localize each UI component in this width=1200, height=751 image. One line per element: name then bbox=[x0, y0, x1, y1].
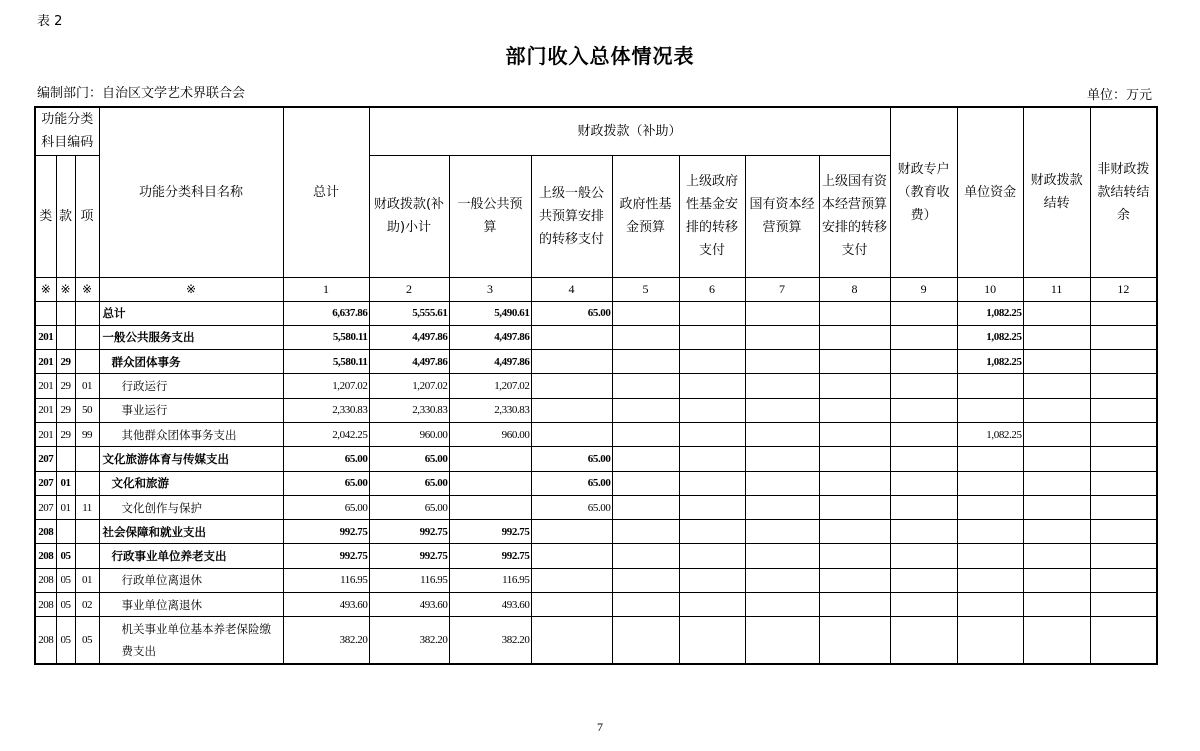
cell-nonfiscal-carryover bbox=[1090, 617, 1157, 664]
header-fiscal-group: 财政拨款（补助） bbox=[369, 107, 890, 155]
cell-state-capital bbox=[745, 374, 819, 398]
cell-upper-state-capital bbox=[819, 593, 890, 617]
code-lei: 208 bbox=[35, 617, 56, 664]
code-lei: 207 bbox=[35, 447, 56, 471]
item-name: 总计 bbox=[99, 301, 283, 325]
cell-total: 493.60 bbox=[283, 593, 369, 617]
column-number-row bbox=[35, 277, 1157, 301]
cell-nonfiscal-carryover bbox=[1090, 495, 1157, 519]
code-xiang: 02 bbox=[75, 593, 99, 617]
code-lei: 208 bbox=[35, 568, 56, 592]
cell-upper-gov-fund bbox=[679, 447, 745, 471]
table-row bbox=[35, 593, 1157, 617]
cell-general-budget: 493.60 bbox=[449, 593, 531, 617]
cell-upper-gov-fund bbox=[679, 568, 745, 592]
code-lei bbox=[35, 301, 56, 325]
cell-upper-state-capital bbox=[819, 398, 890, 422]
item-name: 其他群众团体事务支出 bbox=[99, 422, 283, 446]
cell-upper-state-capital bbox=[819, 301, 890, 325]
table-row bbox=[35, 301, 1157, 325]
cell-upper-general bbox=[531, 544, 612, 568]
cell-upper-state-capital bbox=[819, 568, 890, 592]
code-kuan bbox=[56, 325, 75, 349]
cell-upper-state-capital bbox=[819, 471, 890, 495]
cell-unit-fund: 1,082.25 bbox=[957, 301, 1023, 325]
item-name: 机关事业单位基本养老保险缴费支出 bbox=[99, 617, 283, 664]
cell-total: 2,042.25 bbox=[283, 422, 369, 446]
cell-general-budget: 992.75 bbox=[449, 544, 531, 568]
table-row bbox=[35, 350, 1157, 374]
cell-state-capital bbox=[745, 520, 819, 544]
code-xiang bbox=[75, 520, 99, 544]
cell-upper-gov-fund bbox=[679, 301, 745, 325]
cell-state-capital bbox=[745, 301, 819, 325]
code-lei: 201 bbox=[35, 325, 56, 349]
cell-upper-gov-fund bbox=[679, 422, 745, 446]
cell-edu-fee bbox=[890, 422, 957, 446]
code-kuan: 29 bbox=[56, 398, 75, 422]
cell-gov-fund bbox=[612, 495, 679, 519]
cell-fiscal-carryover bbox=[1023, 350, 1090, 374]
cell-edu-fee bbox=[890, 617, 957, 664]
table-row bbox=[35, 495, 1157, 519]
cell-unit-fund bbox=[957, 471, 1023, 495]
header-fiscal-carryover: 财政拨款结转 bbox=[1023, 107, 1090, 277]
code-lei: 208 bbox=[35, 520, 56, 544]
cell-unit-fund: 1,082.25 bbox=[957, 422, 1023, 446]
cell-fiscal-carryover bbox=[1023, 568, 1090, 592]
cell-unit-fund bbox=[957, 568, 1023, 592]
code-kuan: 01 bbox=[56, 471, 75, 495]
cell-fiscal-subtotal: 5,555.61 bbox=[369, 301, 449, 325]
cell-state-capital bbox=[745, 447, 819, 471]
cell-upper-general bbox=[531, 617, 612, 664]
cell-gov-fund bbox=[612, 520, 679, 544]
cell-edu-fee bbox=[890, 471, 957, 495]
cell-gov-fund bbox=[612, 350, 679, 374]
cell-unit-fund bbox=[957, 593, 1023, 617]
col-num: 1 bbox=[283, 277, 369, 301]
header-kuan: 款 bbox=[56, 155, 75, 277]
cell-unit-fund bbox=[957, 398, 1023, 422]
cell-fiscal-carryover bbox=[1023, 374, 1090, 398]
cell-total: 65.00 bbox=[283, 447, 369, 471]
cell-fiscal-subtotal: 65.00 bbox=[369, 495, 449, 519]
cell-unit-fund bbox=[957, 544, 1023, 568]
code-xiang: 05 bbox=[75, 617, 99, 664]
cell-edu-fee bbox=[890, 544, 957, 568]
cell-upper-gov-fund bbox=[679, 325, 745, 349]
code-kuan: 29 bbox=[56, 374, 75, 398]
cell-upper-gov-fund bbox=[679, 398, 745, 422]
cell-upper-general: 65.00 bbox=[531, 471, 612, 495]
cell-upper-gov-fund bbox=[679, 617, 745, 664]
table-row bbox=[35, 325, 1157, 349]
unit-label: 单位：万元 bbox=[1086, 88, 1152, 103]
cell-fiscal-carryover bbox=[1023, 520, 1090, 544]
code-xiang bbox=[75, 544, 99, 568]
code-lei: 208 bbox=[35, 593, 56, 617]
cell-nonfiscal-carryover bbox=[1090, 544, 1157, 568]
item-name: 群众团体事务 bbox=[99, 350, 283, 374]
cell-gov-fund bbox=[612, 617, 679, 664]
cell-upper-general bbox=[531, 350, 612, 374]
col-num: ※ bbox=[99, 277, 283, 301]
cell-upper-gov-fund bbox=[679, 593, 745, 617]
cell-total: 2,330.83 bbox=[283, 398, 369, 422]
item-name: 行政事业单位养老支出 bbox=[99, 544, 283, 568]
cell-total: 992.75 bbox=[283, 520, 369, 544]
cell-nonfiscal-carryover bbox=[1090, 471, 1157, 495]
cell-state-capital bbox=[745, 544, 819, 568]
cell-general-budget: 382.20 bbox=[449, 617, 531, 664]
cell-edu-fee bbox=[890, 568, 957, 592]
code-lei: 207 bbox=[35, 495, 56, 519]
compiling-department: 编制部门：自治区文学艺术界联合会 bbox=[37, 86, 246, 101]
cell-general-budget: 4,497.86 bbox=[449, 325, 531, 349]
cell-upper-gov-fund bbox=[679, 374, 745, 398]
code-kuan: 01 bbox=[56, 495, 75, 519]
cell-gov-fund bbox=[612, 374, 679, 398]
item-name: 文化和旅游 bbox=[99, 471, 283, 495]
cell-upper-general bbox=[531, 593, 612, 617]
item-name: 行政单位离退休 bbox=[99, 568, 283, 592]
cell-upper-state-capital bbox=[819, 520, 890, 544]
cell-fiscal-subtotal: 116.95 bbox=[369, 568, 449, 592]
cell-total: 5,580.11 bbox=[283, 350, 369, 374]
cell-upper-general bbox=[531, 568, 612, 592]
cell-upper-gov-fund bbox=[679, 350, 745, 374]
table-row bbox=[35, 568, 1157, 592]
cell-upper-general bbox=[531, 422, 612, 446]
header-nonfiscal-carryover: 非财政拨款结转结余 bbox=[1090, 107, 1157, 277]
col-num: 4 bbox=[531, 277, 612, 301]
header-upper-gov-fund: 上级政府性基金安排的转移支付 bbox=[679, 155, 745, 277]
cell-edu-fee bbox=[890, 593, 957, 617]
code-kuan: 29 bbox=[56, 350, 75, 374]
cell-fiscal-carryover bbox=[1023, 301, 1090, 325]
col-num: 2 bbox=[369, 277, 449, 301]
cell-edu-fee bbox=[890, 495, 957, 519]
cell-total: 1,207.02 bbox=[283, 374, 369, 398]
header-upper-state-capital: 上级国有资本经营预算安排的转移支付 bbox=[819, 155, 890, 277]
cell-total: 65.00 bbox=[283, 495, 369, 519]
code-lei: 208 bbox=[35, 544, 56, 568]
cell-unit-fund bbox=[957, 447, 1023, 471]
cell-nonfiscal-carryover bbox=[1090, 447, 1157, 471]
table-row bbox=[35, 422, 1157, 446]
table-row bbox=[35, 544, 1157, 568]
cell-general-budget bbox=[449, 447, 531, 471]
table-row bbox=[35, 471, 1157, 495]
cell-upper-general: 65.00 bbox=[531, 301, 612, 325]
code-xiang bbox=[75, 301, 99, 325]
cell-fiscal-subtotal: 2,330.83 bbox=[369, 398, 449, 422]
cell-general-budget: 992.75 bbox=[449, 520, 531, 544]
code-xiang bbox=[75, 447, 99, 471]
cell-fiscal-carryover bbox=[1023, 447, 1090, 471]
code-lei: 201 bbox=[35, 350, 56, 374]
cell-unit-fund bbox=[957, 495, 1023, 519]
cell-edu-fee bbox=[890, 325, 957, 349]
cell-upper-state-capital bbox=[819, 422, 890, 446]
cell-upper-general: 65.00 bbox=[531, 495, 612, 519]
cell-fiscal-carryover bbox=[1023, 422, 1090, 446]
header-fiscal-subtotal: 财政拨款(补助)小计 bbox=[369, 155, 449, 277]
cell-gov-fund bbox=[612, 325, 679, 349]
cell-gov-fund bbox=[612, 544, 679, 568]
cell-edu-fee bbox=[890, 374, 957, 398]
code-kuan bbox=[56, 447, 75, 471]
cell-total: 382.20 bbox=[283, 617, 369, 664]
col-num: 3 bbox=[449, 277, 531, 301]
item-name: 行政运行 bbox=[99, 374, 283, 398]
cell-upper-general bbox=[531, 374, 612, 398]
cell-upper-state-capital bbox=[819, 544, 890, 568]
cell-upper-general bbox=[531, 520, 612, 544]
col-num: 12 bbox=[1090, 277, 1157, 301]
item-name: 文化旅游体育与传媒支出 bbox=[99, 447, 283, 471]
cell-fiscal-carryover bbox=[1023, 593, 1090, 617]
code-kuan bbox=[56, 520, 75, 544]
cell-total: 992.75 bbox=[283, 544, 369, 568]
cell-upper-general bbox=[531, 398, 612, 422]
cell-gov-fund bbox=[612, 447, 679, 471]
header-general-budget: 一般公共预算 bbox=[449, 155, 531, 277]
code-xiang: 99 bbox=[75, 422, 99, 446]
cell-fiscal-subtotal: 992.75 bbox=[369, 520, 449, 544]
income-table bbox=[34, 106, 1158, 665]
cell-general-budget: 4,497.86 bbox=[449, 350, 531, 374]
table-number: 表 2 bbox=[37, 14, 63, 29]
cell-state-capital bbox=[745, 617, 819, 664]
cell-total: 6,637.86 bbox=[283, 301, 369, 325]
header-state-capital: 国有资本经营预算 bbox=[745, 155, 819, 277]
cell-nonfiscal-carryover bbox=[1090, 593, 1157, 617]
cell-fiscal-subtotal: 493.60 bbox=[369, 593, 449, 617]
cell-edu-fee bbox=[890, 520, 957, 544]
cell-state-capital bbox=[745, 593, 819, 617]
col-num: 10 bbox=[957, 277, 1023, 301]
cell-fiscal-subtotal: 382.20 bbox=[369, 617, 449, 664]
cell-upper-general: 65.00 bbox=[531, 447, 612, 471]
cell-gov-fund bbox=[612, 471, 679, 495]
cell-upper-gov-fund bbox=[679, 495, 745, 519]
code-lei: 201 bbox=[35, 422, 56, 446]
code-kuan: 05 bbox=[56, 544, 75, 568]
cell-nonfiscal-carryover bbox=[1090, 301, 1157, 325]
col-num: 9 bbox=[890, 277, 957, 301]
table-row bbox=[35, 617, 1157, 664]
cell-state-capital bbox=[745, 350, 819, 374]
cell-state-capital bbox=[745, 422, 819, 446]
cell-edu-fee bbox=[890, 301, 957, 325]
page-title: 部门收入总体情况表 bbox=[505, 44, 695, 68]
cell-gov-fund bbox=[612, 398, 679, 422]
header-xiang: 项 bbox=[75, 155, 99, 277]
code-lei: 201 bbox=[35, 374, 56, 398]
header-gov-fund: 政府性基金预算 bbox=[612, 155, 679, 277]
cell-nonfiscal-carryover bbox=[1090, 374, 1157, 398]
table-row bbox=[35, 374, 1157, 398]
cell-fiscal-subtotal: 1,207.02 bbox=[369, 374, 449, 398]
cell-general-budget: 5,490.61 bbox=[449, 301, 531, 325]
cell-fiscal-carryover bbox=[1023, 325, 1090, 349]
table-body bbox=[35, 301, 1157, 664]
header-edu-fee: 财政专户（教育收费） bbox=[890, 107, 957, 277]
cell-fiscal-carryover bbox=[1023, 544, 1090, 568]
cell-fiscal-carryover bbox=[1023, 471, 1090, 495]
cell-nonfiscal-carryover bbox=[1090, 398, 1157, 422]
code-kuan: 05 bbox=[56, 617, 75, 664]
code-xiang bbox=[75, 325, 99, 349]
cell-total: 5,580.11 bbox=[283, 325, 369, 349]
cell-fiscal-carryover bbox=[1023, 398, 1090, 422]
item-name: 事业单位离退休 bbox=[99, 593, 283, 617]
cell-upper-state-capital bbox=[819, 374, 890, 398]
code-kuan: 29 bbox=[56, 422, 75, 446]
col-num: ※ bbox=[75, 277, 99, 301]
table-row bbox=[35, 447, 1157, 471]
cell-unit-fund bbox=[957, 520, 1023, 544]
cell-general-budget: 960.00 bbox=[449, 422, 531, 446]
cell-general-budget: 116.95 bbox=[449, 568, 531, 592]
cell-state-capital bbox=[745, 495, 819, 519]
cell-general-budget bbox=[449, 495, 531, 519]
cell-nonfiscal-carryover bbox=[1090, 350, 1157, 374]
cell-fiscal-subtotal: 65.00 bbox=[369, 471, 449, 495]
code-kuan: 05 bbox=[56, 568, 75, 592]
cell-upper-gov-fund bbox=[679, 471, 745, 495]
code-lei: 201 bbox=[35, 398, 56, 422]
code-xiang: 11 bbox=[75, 495, 99, 519]
table-row bbox=[35, 520, 1157, 544]
code-kuan bbox=[56, 301, 75, 325]
item-name: 事业运行 bbox=[99, 398, 283, 422]
header-upper-general: 上级一般公共预算安排的转移支付 bbox=[531, 155, 612, 277]
col-num: 5 bbox=[612, 277, 679, 301]
cell-total: 116.95 bbox=[283, 568, 369, 592]
cell-gov-fund bbox=[612, 568, 679, 592]
col-num: 11 bbox=[1023, 277, 1090, 301]
cell-general-budget: 2,330.83 bbox=[449, 398, 531, 422]
cell-fiscal-carryover bbox=[1023, 617, 1090, 664]
header-unit-fund: 单位资金 bbox=[957, 107, 1023, 277]
cell-edu-fee bbox=[890, 350, 957, 374]
cell-nonfiscal-carryover bbox=[1090, 520, 1157, 544]
cell-upper-state-capital bbox=[819, 325, 890, 349]
code-xiang bbox=[75, 471, 99, 495]
code-xiang: 50 bbox=[75, 398, 99, 422]
cell-total: 65.00 bbox=[283, 471, 369, 495]
col-num: 7 bbox=[745, 277, 819, 301]
code-lei: 207 bbox=[35, 471, 56, 495]
cell-gov-fund bbox=[612, 301, 679, 325]
header-func-code: 功能分类科目编码 bbox=[35, 107, 99, 155]
header-func-name: 功能分类科目名称 bbox=[99, 107, 283, 277]
cell-gov-fund bbox=[612, 422, 679, 446]
cell-fiscal-subtotal: 4,497.86 bbox=[369, 350, 449, 374]
cell-unit-fund: 1,082.25 bbox=[957, 350, 1023, 374]
code-xiang: 01 bbox=[75, 568, 99, 592]
cell-nonfiscal-carryover bbox=[1090, 422, 1157, 446]
cell-fiscal-carryover bbox=[1023, 495, 1090, 519]
code-xiang: 01 bbox=[75, 374, 99, 398]
cell-upper-gov-fund bbox=[679, 520, 745, 544]
col-num: ※ bbox=[35, 277, 56, 301]
cell-nonfiscal-carryover bbox=[1090, 568, 1157, 592]
cell-fiscal-subtotal: 65.00 bbox=[369, 447, 449, 471]
cell-upper-state-capital bbox=[819, 447, 890, 471]
item-name: 文化创作与保护 bbox=[99, 495, 283, 519]
col-num: 6 bbox=[679, 277, 745, 301]
header-lei: 类 bbox=[35, 155, 56, 277]
cell-unit-fund bbox=[957, 374, 1023, 398]
cell-state-capital bbox=[745, 568, 819, 592]
cell-unit-fund: 1,082.25 bbox=[957, 325, 1023, 349]
code-xiang bbox=[75, 350, 99, 374]
col-num: 8 bbox=[819, 277, 890, 301]
item-name: 一般公共服务支出 bbox=[99, 325, 283, 349]
cell-nonfiscal-carryover bbox=[1090, 325, 1157, 349]
cell-upper-state-capital bbox=[819, 350, 890, 374]
cell-upper-general bbox=[531, 325, 612, 349]
cell-state-capital bbox=[745, 398, 819, 422]
cell-upper-gov-fund bbox=[679, 544, 745, 568]
cell-upper-state-capital bbox=[819, 617, 890, 664]
table-row bbox=[35, 398, 1157, 422]
cell-edu-fee bbox=[890, 447, 957, 471]
col-num: ※ bbox=[56, 277, 75, 301]
cell-state-capital bbox=[745, 325, 819, 349]
cell-fiscal-subtotal: 992.75 bbox=[369, 544, 449, 568]
cell-upper-state-capital bbox=[819, 495, 890, 519]
item-name: 社会保障和就业支出 bbox=[99, 520, 283, 544]
header-total: 总计 bbox=[283, 107, 369, 277]
code-kuan: 05 bbox=[56, 593, 75, 617]
cell-general-budget: 1,207.02 bbox=[449, 374, 531, 398]
page-number: 7 bbox=[597, 720, 603, 734]
cell-state-capital bbox=[745, 471, 819, 495]
cell-gov-fund bbox=[612, 593, 679, 617]
cell-unit-fund bbox=[957, 617, 1023, 664]
cell-fiscal-subtotal: 4,497.86 bbox=[369, 325, 449, 349]
cell-edu-fee bbox=[890, 398, 957, 422]
cell-general-budget bbox=[449, 471, 531, 495]
cell-fiscal-subtotal: 960.00 bbox=[369, 422, 449, 446]
